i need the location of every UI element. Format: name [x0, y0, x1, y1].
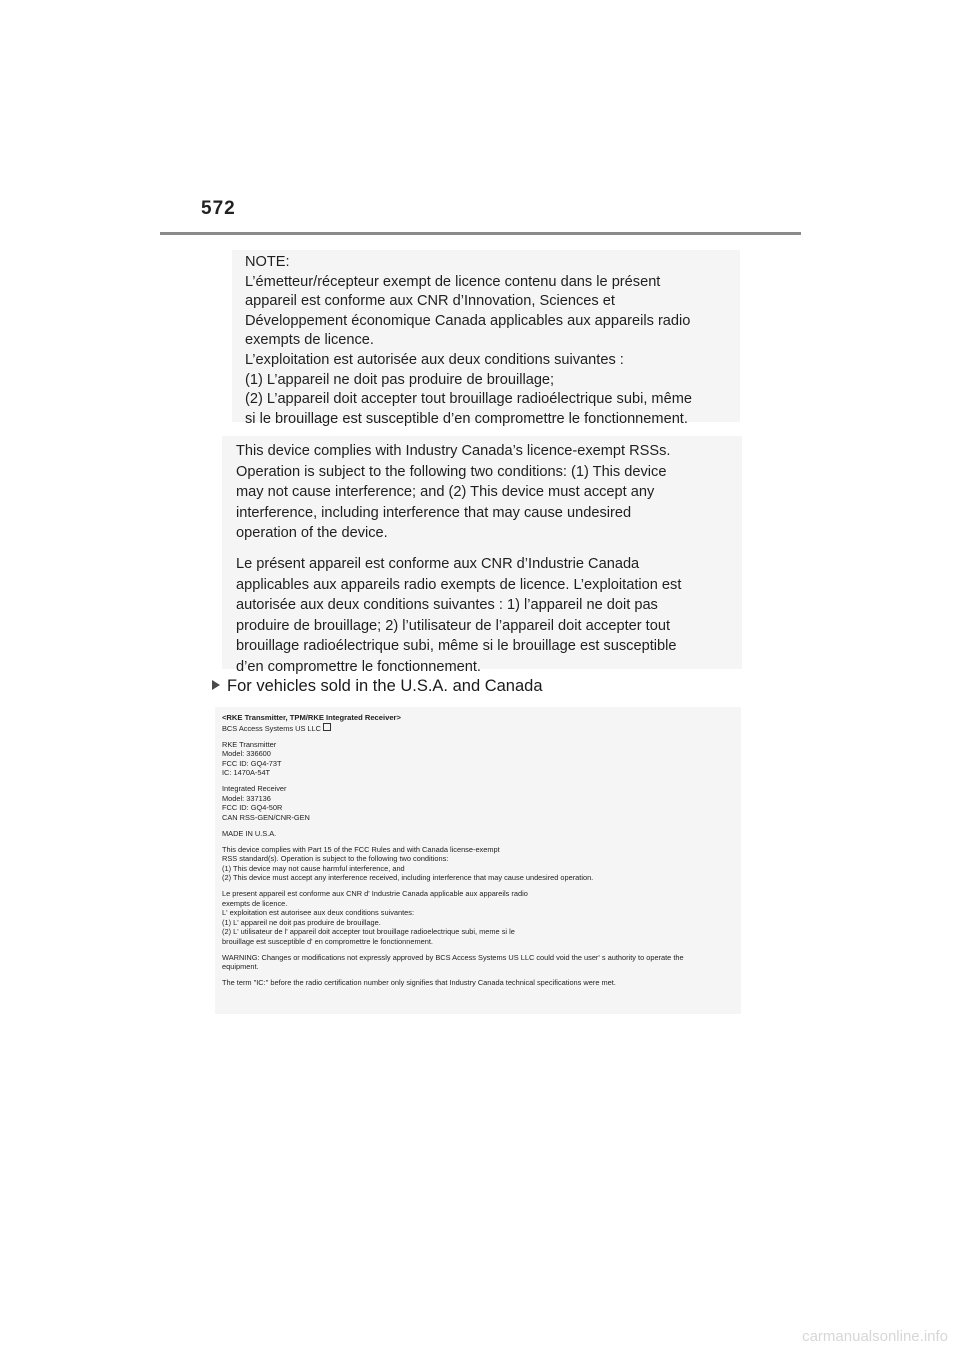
- notice-fr2-line: brouillage radioélectrique subi, même si le brouillage est susceptible: [236, 638, 677, 655]
- square-symbol-icon: [323, 723, 331, 731]
- label-transmitter-ic: IC: 1470A-54T: [222, 768, 271, 777]
- label-fcc-line: (1) This device may not cause harmful interference, and: [222, 863, 405, 873]
- notice-fr-line: L’exploitation est autorisée aux deux conditions suivantes :: [245, 351, 624, 368]
- notice-fr-line: Développement économique Canada applicables aux appareils radio: [245, 312, 691, 329]
- notice-en-panel: [222, 436, 742, 675]
- label-fr-line: exempts de licence.: [222, 898, 288, 908]
- notice-fr-line: exempts de licence.: [245, 332, 374, 349]
- label-fcc-line: RSS standard(s). Operation is subject to the following two conditions:: [222, 854, 449, 863]
- notice-fr2-line: autorisée aux deux conditions suivantes : 1) l’appareil ne doit pas: [236, 597, 658, 614]
- notice-fr-line: si le brouillage est susceptible d’en compromettre le fonctionnement.: [245, 410, 688, 427]
- page-number: 572: [201, 198, 236, 219]
- footer-watermark: carmanualsonline.info: [802, 1328, 948, 1345]
- label-receiver-name: Integrated Receiver: [222, 784, 287, 793]
- label-fcc-line: This device complies with Part 15 of the FCC Rules and with Canada license-exempt: [222, 844, 500, 854]
- label-fr-line: Le present appareil est conforme aux CNR d' Industrie Canada applicable aux appareils radio: [222, 889, 528, 898]
- notice-en-line: Operation is subject to the following two conditions: (1) This device: [236, 463, 667, 480]
- notice-fr2-line: d’en compromettre le fonctionnement.: [236, 658, 481, 675]
- label-ic-note: The term "IC:" before the radio certification number only signifies that Industry Canada technical specifications were met.: [222, 978, 616, 987]
- notice-fr2-line: Le présent appareil est conforme aux CNR d’Industrie Canada: [236, 555, 640, 572]
- notice-fr-panel: [232, 250, 740, 427]
- label-receiver-block: [222, 784, 741, 822]
- notice-fr-line: (1) L’appareil ne doit pas produire de brouillage;: [245, 371, 555, 388]
- header-rule: [160, 232, 801, 235]
- label-fr-line: brouillage est susceptible d' en compromettre le fonctionnement.: [222, 936, 433, 946]
- certification-label-panel: [215, 707, 741, 1014]
- notice-fr2-line: produire de brouillage; 2) l’utilisateur de l’appareil doit accepter tout: [236, 617, 671, 634]
- notice-en-line: operation of the device.: [236, 525, 388, 542]
- label-fcc-line: (2) This device must accept any interference received, including interference that may cause undesired operation.: [222, 873, 594, 882]
- label-transmitter-fcc: FCC ID: GQ4-73T: [222, 758, 282, 768]
- label-transmitter-name: RKE Transmitter: [222, 739, 277, 749]
- label-fr-line: (1) L' appareil ne doit pas produire de brouillage.: [222, 917, 381, 927]
- label-manufacturer: BCS Access Systems US LLC: [222, 723, 741, 734]
- notice-en-line: may not cause interference; and (2) This device must accept any: [236, 484, 655, 501]
- label-transmitter-model: Model: 336600: [222, 749, 271, 758]
- label-transmitter-block: [222, 740, 741, 778]
- section-heading: [212, 677, 543, 696]
- notice-fr2-line: applicables aux appareils radio exempts de licence. L’exploitation est: [236, 576, 682, 593]
- label-made-in: MADE IN U.S.A.: [222, 828, 277, 838]
- label-receiver-model: Model: 337136: [222, 793, 271, 803]
- label-fr-statement: [222, 889, 741, 946]
- label-fcc-statement: [222, 845, 741, 883]
- notice-fr-line: NOTE:: [245, 254, 290, 270]
- label-warning: [222, 953, 741, 972]
- label-warning-line: equipment.: [222, 962, 259, 971]
- notice-en-paragraph: [236, 441, 742, 544]
- label-receiver-fcc: FCC ID: GQ4-50R: [222, 803, 283, 812]
- label-title: <RKE Transmitter, TPM/RKE Integrated Receiver>: [222, 713, 401, 722]
- triangle-bullet-icon: [212, 680, 220, 690]
- label-warning-line: WARNING: Changes or modifications not expressly approved by BCS Access Systems US LLC could void the user' s authority to operate the: [222, 952, 684, 962]
- label-fr-line: L' exploitation est autorisee aux deux conditions suivantes:: [222, 908, 415, 917]
- section-heading-text: For vehicles sold in the U.S.A. and Canada: [227, 677, 543, 695]
- notice-en-line: interference, including interference that may cause undesired: [236, 504, 632, 521]
- notice-fr-line: appareil est conforme aux CNR d’Innovation, Sciences et: [245, 293, 615, 310]
- notice-fr-line: (2) L’appareil doit accepter tout brouillage radioélectrique subi, même: [245, 391, 692, 408]
- notice-fr2-paragraph: [236, 554, 742, 678]
- notice-en-line: This device complies with Industry Canada’s licence-exempt RSSs.: [236, 443, 671, 459]
- label-receiver-can: CAN RSS-GEN/CNR-GEN: [222, 812, 310, 822]
- label-fr-line: (2) L' utilisateur de l' appareil doit accepter tout brouillage radioelectrique subi, meme si le: [222, 927, 515, 936]
- notice-fr-line: L’émetteur/récepteur exempt de licence contenu dans le présent: [245, 273, 661, 290]
